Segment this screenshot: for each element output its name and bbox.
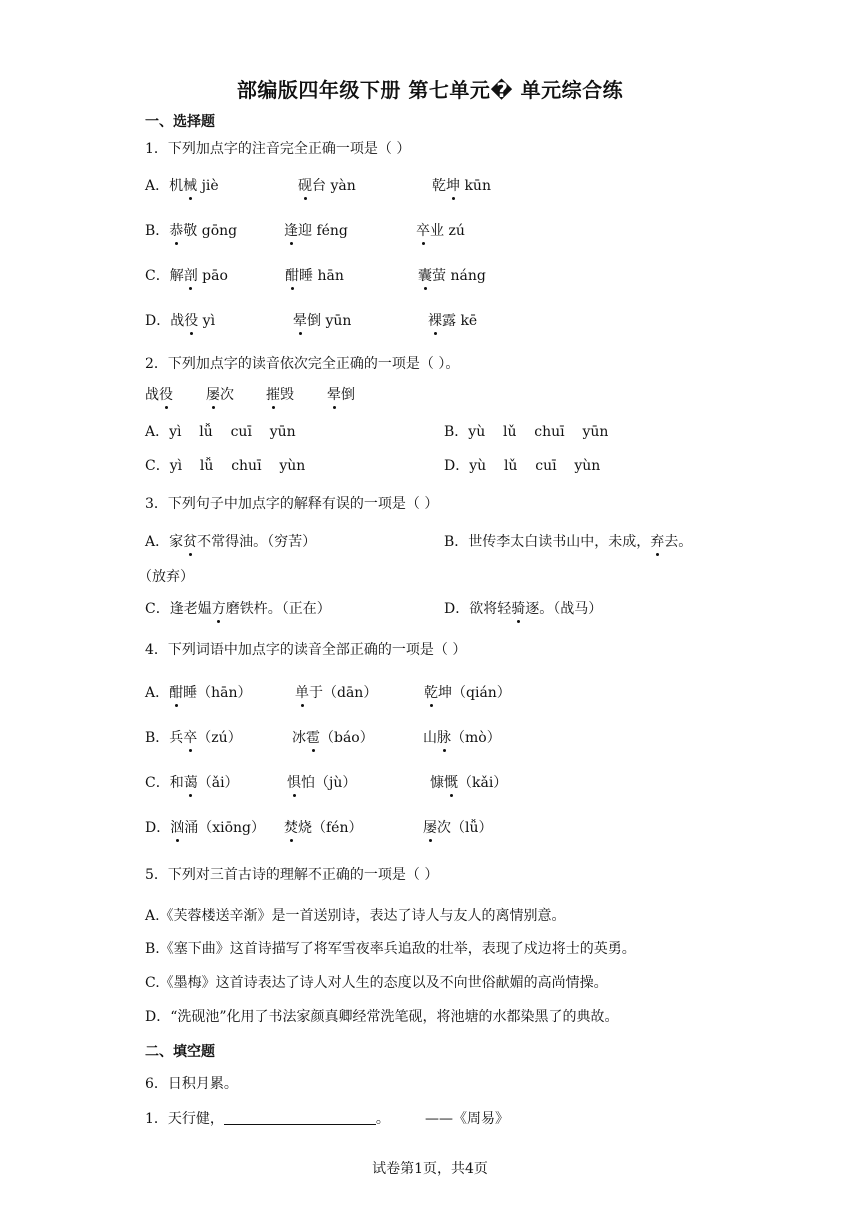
q4-option-a[interactable] [145,683,252,703]
q3-option-c[interactable] [145,599,331,619]
dotted-char: 囊 [418,268,432,284]
q1-b-item-3 [416,221,465,241]
item-post: 萤 náng [432,268,486,284]
item-pre: 山 [423,730,437,746]
q2-word-2 [206,385,234,405]
dotted-char: 惧 [287,775,301,791]
dotted-char: 汹 [170,820,185,836]
item-post: 倒 yūn [307,313,352,329]
option-label: A． [145,178,170,194]
q1-c-item-2 [285,266,344,286]
q4-option-b[interactable] [145,728,242,748]
dotted-char: 单 [295,685,309,701]
q2-option-c[interactable]: C．yì lǚ chuī yùn [145,458,306,474]
item-pre: C．逢老媪 [145,601,212,617]
dotted-char: 晕 [327,387,341,403]
q3-option-d[interactable] [444,599,602,619]
q6-line-1-source: ——《周易》 [425,1111,509,1127]
item-pre: 慷 [430,775,444,791]
item-post: （kǎi） [458,775,508,791]
item-post: 涌（xiōng） [184,820,266,836]
item-post: 磨铁杵。（正在） [225,601,331,617]
q3-option-b-continued: （放弃） [138,569,194,585]
q6-line-1 [145,1109,390,1129]
q1-d-item-3 [428,311,477,331]
question-3-stem: 3．下列句子中加点字的解释有误的一项是（ ） [145,496,439,512]
dotted-char: 蔼 [183,775,198,791]
item-pre: 战 [145,387,159,403]
item-post: 毁 [280,387,294,403]
item-pre: 战 [170,313,185,329]
q2-word-4 [327,385,355,405]
dotted-char: 乾 [424,685,438,701]
dotted-char: 械 [183,178,198,194]
dotted-char: 卒 [416,223,430,239]
item-post: 坤（qián） [438,685,511,701]
q2-option-a[interactable]: A．yì lǚ cuī yūn [145,424,296,440]
q1-d-item-2 [293,311,351,331]
q5-option-c[interactable]: C.《墨梅》这首诗表达了诗人对人生的态度以及不向世俗献媚的高尚情操。 [145,975,608,991]
q4-d-item-2 [284,818,362,838]
q2-option-b[interactable]: B．yù lǔ chuī yūn [444,424,609,440]
q1-b-item-2 [284,221,348,241]
dotted-char: 剖 [183,268,198,284]
item-post: kūn [460,178,491,194]
page-footer: 试卷第1页，共4页 [372,1161,488,1177]
item-pre: 乾 [432,178,446,194]
section-heading-fill: 二、填空题 [145,1044,215,1060]
question-1-stem: 1．下列加点字的注音完全正确一项是（ ） [145,141,411,157]
q1-option-a[interactable] [145,176,219,196]
q4-a-item-3 [424,683,511,703]
dotted-char: 砚 [298,178,312,194]
q4-d-item-3 [423,818,493,838]
option-label: D． [145,820,171,836]
q5-option-a[interactable]: A.《芙蓉楼送辛渐》是一首送别诗，表达了诗人与友人的离情别意。 [145,908,566,924]
dotted-char: 役 [184,313,199,329]
item-post: yì [198,313,216,329]
q4-c-item-3 [430,773,507,793]
item-post: 逐。（战马） [525,601,603,617]
item-post: 怕（jù） [301,775,357,791]
item-pre: A．家 [145,534,184,550]
q4-b-item-2 [292,728,374,748]
q1-a-item-3 [432,176,491,196]
dotted-char: 酣 [285,268,299,284]
line-suffix: 。 [375,1111,390,1127]
dotted-char: 焚 [284,820,298,836]
q1-c-item-3 [418,266,486,286]
item-post: 不常得油。（穷苦） [197,534,317,550]
q4-c-item-2 [287,773,356,793]
dotted-char: 酣 [169,685,184,701]
section-heading-choice: 一、选择题 [145,114,215,130]
item-post: 于（dān） [309,685,378,701]
dotted-char: 恭 [169,223,184,239]
item-pre: 冰 [292,730,306,746]
item-post: 去。 [664,534,693,550]
item-post: 台 yàn [312,178,356,194]
q1-option-b[interactable] [145,221,237,241]
q3-option-b[interactable] [444,532,692,552]
q5-option-b[interactable]: B.《塞下曲》这首诗描写了将军雪夜率兵追敌的壮举，表现了戍边将士的英勇。 [145,941,636,957]
line-prefix: 1．天行健， [145,1111,224,1127]
q4-a-item-2 [295,683,377,703]
dotted-char: 卒 [183,730,198,746]
q2-word-3 [266,385,294,405]
dotted-char: 方 [211,601,226,617]
dotted-char: 裸 [428,313,442,329]
dotted-char: 弃 [650,534,665,550]
item-post: 睡 hān [299,268,344,284]
item-post: （mò） [451,730,501,746]
q4-option-d[interactable] [145,818,265,838]
item-post: 烧（fén） [298,820,363,836]
dotted-char: 逢 [284,223,298,239]
q1-option-c[interactable] [145,266,228,286]
item-pre: 和 [169,775,184,791]
question-5-stem: 5．下列对三首古诗的理解不正确的一项是（ ） [145,867,439,883]
q4-b-item-3 [423,728,501,748]
q1-a-item-2 [298,176,356,196]
item-post: 次 [220,387,234,403]
dotted-char: 晕 [293,313,307,329]
dotted-char: 慨 [444,775,458,791]
q1-option-d[interactable] [145,311,215,331]
question-4-stem: 4．下列词语中加点字的读音全部正确的一项是（ ） [145,642,467,658]
item-post: 露 kē [442,313,478,329]
page-title: 部编版四年级下册 第七单元� 单元综合练 [236,78,624,102]
dotted-char: 贫 [183,534,198,550]
item-post: 迎 féng [298,223,348,239]
item-post: 睡（hān） [183,685,252,701]
item-pre: 解 [169,268,184,284]
dotted-char: 雹 [306,730,320,746]
item-post: jiè [197,178,219,194]
item-post: pāo [197,268,228,284]
item-pre: B．世传李太白读书山中，未成， [444,534,651,550]
dotted-char: 屡 [206,387,220,403]
item-post: 次（lǚ） [437,820,493,836]
item-post: （zú） [197,730,242,746]
question-2-stem: 2．下列加点字的读音依次完全正确的一项是（ ）。 [145,356,460,372]
dotted-char: 脉 [437,730,451,746]
dotted-char: 骑 [511,601,526,617]
option-label: B． [145,730,170,746]
item-post: （ǎi） [197,775,239,791]
q3-option-a[interactable] [145,532,316,552]
q5-option-d[interactable]: D．“洗砚池”化用了书法家颜真卿经常洗笔砚，将池塘的水都染黑了的典故。 [145,1009,619,1025]
q2-word-1 [145,385,173,405]
item-post: 业 zú [430,223,465,239]
dotted-char: 役 [159,387,173,403]
item-pre: 兵 [169,730,184,746]
item-pre: 机 [169,178,184,194]
q4-option-c[interactable] [145,773,239,793]
item-post: 倒 [341,387,355,403]
option-label: B． [145,223,170,239]
option-label: C． [145,268,170,284]
answer-blank[interactable] [224,1110,376,1125]
question-6-stem: 6．日积月累。 [145,1076,238,1092]
q2-option-d[interactable]: D．yù lǔ cuī yùn [444,458,601,474]
dotted-char: 坤 [446,178,460,194]
item-pre: D．欲将轻 [444,601,512,617]
option-label: C． [145,775,170,791]
option-label: D． [145,313,171,329]
dotted-char: 摧 [266,387,280,403]
option-label: A． [145,685,170,701]
item-post: 敬 gōng [183,223,238,239]
dotted-char: 屡 [423,820,437,836]
item-post: （báo） [320,730,374,746]
